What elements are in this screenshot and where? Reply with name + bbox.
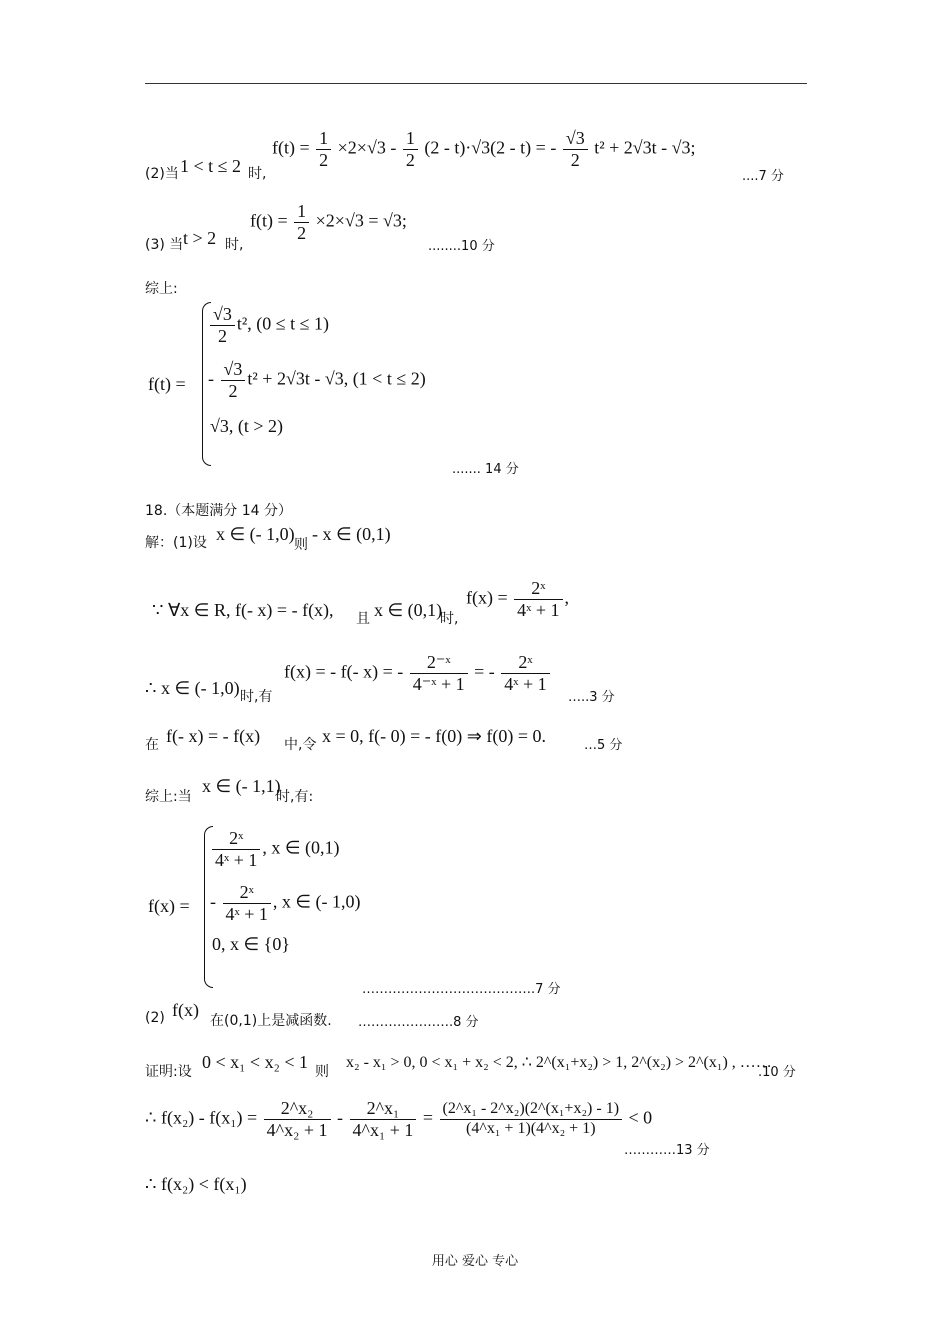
piece1-case1-text: t², (0 ≤ t ≤ 1) bbox=[236, 313, 330, 334]
part3-shi: 时, bbox=[225, 237, 244, 253]
part3-score: ........10 分 bbox=[428, 239, 495, 254]
line2-frac: $\frac{\text{2ˣ}}{\text{4ˣ + 1}}$ bbox=[514, 578, 562, 620]
line4-expr2: x = 0, f(- 0) = - f(0) ⇒ f(0) = 0. bbox=[322, 726, 546, 746]
part2-rest: (2 - t)·√3(2 - t) = - bbox=[424, 137, 557, 158]
part2b-fx: f(x) bbox=[172, 1000, 199, 1020]
frac-half: $\frac{1}{2}$ bbox=[316, 128, 331, 170]
piece2-frac2: $\frac{\text{2ˣ}}{\text{4ˣ + 1}}$ bbox=[223, 882, 271, 924]
line4-expr: f(- x) = - f(x) bbox=[166, 726, 261, 746]
part2-lhs: f(t) = bbox=[272, 137, 310, 158]
proof-cond: 0 < x₁ < x₂ < 1 bbox=[202, 1052, 309, 1072]
line2-qie: 且 bbox=[356, 611, 370, 627]
part2-rest2: t² + 2√3t - √3; bbox=[594, 137, 696, 158]
piece2-case3: 0, x ∈ {0} bbox=[212, 934, 290, 954]
part2-label: (2)当 bbox=[145, 166, 179, 182]
part3-expr: f(t) = bbox=[250, 210, 293, 231]
piece1-score: ....... 14 分 bbox=[452, 462, 519, 477]
part2-score: ....7 分 bbox=[742, 169, 784, 184]
line3-frac1: $\frac{\text{2⁻ˣ}}{\text{4⁻ˣ + 1}}$ bbox=[410, 652, 468, 694]
piece2-lhs: f(x) = bbox=[148, 896, 190, 916]
frac-half-2: $\frac{1}{2}$ bbox=[403, 128, 418, 170]
summary2-shiyou: 时,有: bbox=[276, 789, 314, 805]
piece1-case1 bbox=[208, 304, 329, 346]
part2-shi: 时, bbox=[248, 166, 267, 182]
line4-zhongling: 中,令 bbox=[284, 737, 317, 753]
header-rule bbox=[145, 83, 807, 84]
line3-formula bbox=[284, 652, 552, 694]
part3-formula bbox=[250, 201, 407, 243]
final-conclusion: ∴ f(x₂) < f(x₁) bbox=[145, 1174, 247, 1194]
q18-ze: 则 bbox=[294, 537, 308, 553]
summary2-text: 综上:当 bbox=[145, 789, 192, 805]
part3-frac: $\frac{1}{2}$ bbox=[294, 201, 309, 243]
proof-expr: x₂ - x₁ > 0, 0 < x₁ + x₂ < 2, ∴ 2^(x₁+x₂) > 1, 2^(x₂) > 2^(x₁) , …… bbox=[346, 1054, 772, 1071]
q18-cond2: - x ∈ (0,1) bbox=[312, 524, 391, 544]
piece1-case2-text: t² + 2√3t - √3, (1 < t ≤ 2) bbox=[247, 368, 426, 389]
line2-because: ∵ ∀x ∈ R, f(- x) = - f(x), bbox=[152, 600, 334, 620]
diff-lt: < 0 bbox=[628, 1107, 653, 1128]
piece2-score: ………………………………….7 分 bbox=[362, 982, 561, 997]
piece1-case2: - $\frac{√3}{2}$ t² + 2√3t - √3, (1 < t ≤ 2) bbox=[208, 359, 426, 401]
part2b-label: (2) bbox=[145, 1010, 165, 1026]
line2-comma: , bbox=[564, 587, 569, 608]
line3-shiyou: 时,有 bbox=[240, 689, 273, 705]
diff-formula bbox=[145, 1098, 652, 1140]
piece1-case3: √3, (t > 2) bbox=[210, 416, 284, 436]
diff-frac2: $\frac{\text{2\textasciicircum{}x₁}}{\text{4\textasciicircum{}x₁ + 1}}$ bbox=[350, 1098, 417, 1140]
line3-score: …..3 分 bbox=[568, 690, 615, 705]
piece2-case2: - $\frac{\text{2ˣ}}{\text{4ˣ + 1}}$ , x ∈ (- 1,0) bbox=[210, 882, 361, 924]
frac-sqrt3-over-2: $\frac{√3}{2}$ bbox=[563, 128, 588, 170]
part2b-score: ………………….8 分 bbox=[358, 1015, 479, 1030]
diff-frac3: $\frac{\text{(2\textasciicircum{}x₁ - 2\textasciicircum{}x₂)(2\textasciicircum{}(x₁+x₂) - 1)}}{\text{(4\textasciicircum{}x₁ + 1)(4\textasciicircum{}x₂ + 1)}}$ bbox=[440, 1100, 622, 1138]
line4-score: …5 分 bbox=[584, 738, 623, 753]
part3-expr2: ×2×√3 = √3; bbox=[315, 210, 407, 231]
line4-zai: 在 bbox=[145, 737, 159, 753]
line2-shi: 时, bbox=[440, 611, 459, 627]
line3-expr: f(x) = - f(- x) = - bbox=[284, 661, 404, 682]
q18-title: 18.（本题满分 14 分） bbox=[145, 503, 292, 519]
line3-frac2: $\frac{\text{2ˣ}}{\text{4ˣ + 1}}$ bbox=[501, 652, 549, 694]
line3-therefore: ∴ x ∈ (- 1,0) bbox=[145, 678, 240, 698]
part2-cond: 1 < t ≤ 2 bbox=[180, 156, 242, 176]
diff-frac1: $\frac{\text{2\textasciicircum{}x₂}}{\text{4\textasciicircum{}x₂ + 1}}$ bbox=[264, 1098, 331, 1140]
line3-eq: = - bbox=[474, 661, 495, 682]
piece2-c1: , x ∈ (0,1) bbox=[262, 837, 340, 858]
diff-score: …………13 分 bbox=[624, 1143, 710, 1158]
proof-label: 证明:设 bbox=[145, 1064, 192, 1080]
piece1-frac1: $\frac{√3}{2}$ bbox=[210, 304, 235, 346]
proof-ze: 则 bbox=[315, 1064, 329, 1080]
piece1-frac2: $\frac{√3}{2}$ bbox=[221, 359, 246, 401]
diff-eq: = bbox=[422, 1107, 434, 1128]
part2-mid: ×2×√3 - bbox=[337, 137, 401, 158]
piece1-lhs: f(t) = bbox=[148, 374, 186, 394]
proof-score: .10 分 bbox=[758, 1065, 796, 1080]
piece2-case1 bbox=[210, 828, 340, 870]
line2-fx-lhs: f(x) = bbox=[466, 587, 508, 608]
q18-sol: 解：(1)设 bbox=[145, 535, 207, 551]
line2-cond: x ∈ (0,1) bbox=[374, 600, 443, 620]
page-footer: 用心 爱心 专心 bbox=[431, 1254, 519, 1269]
diff-therefore: ∴ f(x₂) - f(x₁) = bbox=[145, 1107, 258, 1128]
piece2-c2: , x ∈ (- 1,0) bbox=[272, 891, 361, 912]
part2-label-row bbox=[145, 163, 179, 183]
summary1: 综上: bbox=[145, 281, 178, 297]
q18-cond1: x ∈ (- 1,0) bbox=[216, 524, 295, 544]
part3-cond: t > 2 bbox=[183, 228, 217, 248]
piece2-frac1: $\frac{\text{2ˣ}}{\text{4ˣ + 1}}$ bbox=[212, 828, 260, 870]
part3-label: (3) 当 bbox=[145, 237, 184, 253]
part2-formula bbox=[272, 128, 696, 170]
line2-fx bbox=[466, 578, 569, 620]
diff-minus: - bbox=[337, 1107, 343, 1128]
part2b-text: 在(0,1)上是减函数. bbox=[210, 1013, 332, 1029]
summary2-cond: x ∈ (- 1,1) bbox=[202, 776, 281, 796]
